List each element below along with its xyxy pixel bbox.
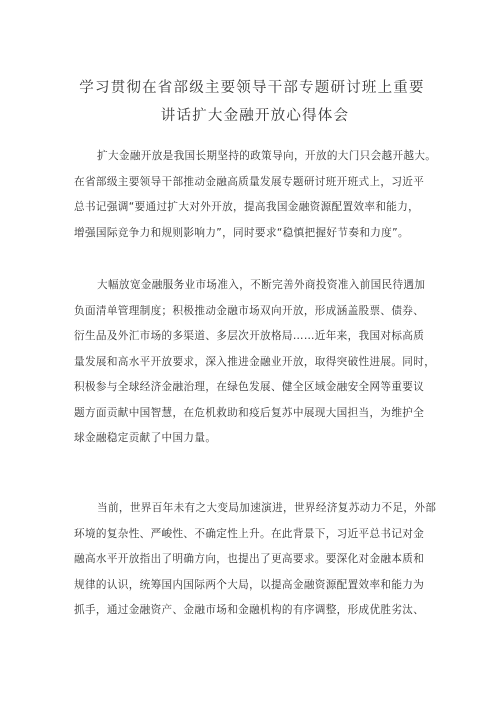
paragraph-1 [74, 144, 437, 246]
title-line-1: 学习贯彻在省部级主要领导干部专题研讨班上重要 [79, 80, 425, 96]
paragraph-line: 衍生品及外汇市场的多渠道、多层次开放格局……近年来，我国对标高质 [74, 330, 425, 342]
paragraph-line: 球金融稳定贡献了中国力量。 [74, 432, 217, 444]
paragraph-line: 在省部级主要领导干部推动金融高质量发展专题研讨班开班式上，习近平 [74, 175, 425, 188]
paragraph-line: 当前，世界百年未有之大变局加速演进，世界经济复苏动力不足，外部 [97, 502, 437, 514]
paragraph-line: 环境的复杂性、严峻性、不确定性上升。在此背景下，习近平总书记对金 [74, 527, 425, 540]
paragraph-line: 总书记强调“要通过扩大对外开放，提高我国金融资源配置效率和能力， [74, 201, 420, 213]
paragraph-line: 题方面贡献中国智慧，在危机救助和疫后复苏中展现大国担当，为维护全 [74, 406, 425, 419]
paragraph-line: 大幅放宽金融服务业市场准入，不断完善外商投资准入前国民待遇加 [97, 279, 426, 291]
paragraph-line: 量发展和高水平开放要求，深入推进金融业开放，取得突破性进展。同时， [74, 355, 436, 368]
paragraph-line: 积极参与全球经济金融治理，在绿色发展、健全区域金融安全网等重要议 [74, 381, 425, 393]
paragraph-line: 扩大金融开放是我国长期坚持的政策导向，开放的大门只会越开越大。 [97, 150, 437, 162]
paragraph-line: 增强国际竞争力和规则影响力”，同时要求“稳慎把握好节奏和力度”。 [74, 226, 409, 239]
paragraph-line: 负面清单管理制度；积极推动金融市场双向开放，形成涵盖股票、债券、 [74, 304, 425, 317]
paragraph-2 [74, 273, 434, 452]
paragraph-line: 融高水平开放指出了明确方向，也提出了更高要求。要深化对金融本质和 [74, 553, 425, 565]
document-title [0, 74, 500, 130]
paragraph-line: 抓手，通过金融资产、金融市场和金融机构的有序调整，形成优胜劣汰、 [74, 604, 425, 616]
paragraph-3 [74, 496, 437, 624]
title-line-2: 讲话扩大金融开放心得体会 [160, 108, 350, 124]
paragraph-line: 规律的认识，统筹国内国际两个大局，以提高金融资源配置效率和能力为 [74, 578, 425, 591]
